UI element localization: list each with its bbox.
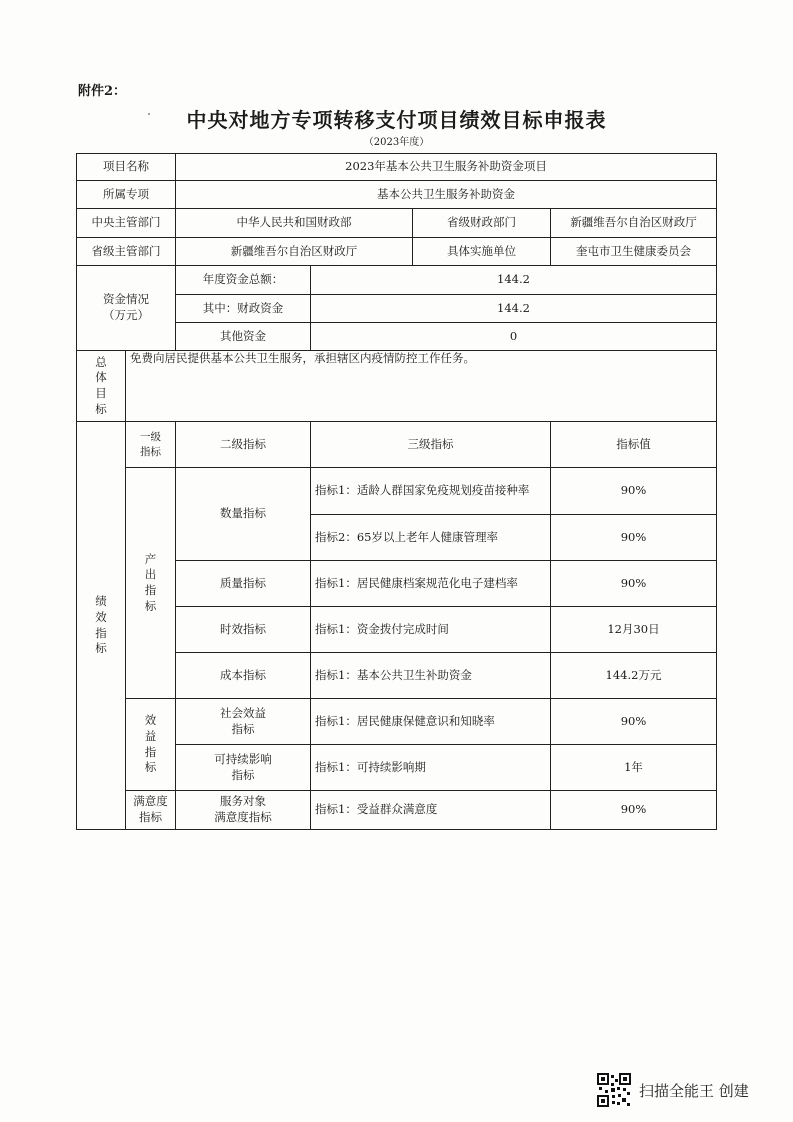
social-label-line1: 社会效益: [220, 705, 266, 720]
central-dept-value: 中华人民共和国财政部: [176, 209, 413, 238]
benefit-char-4: 标: [144, 760, 157, 775]
header-level1-line2: 指标: [140, 445, 161, 458]
output-char-3: 指: [144, 583, 157, 597]
quantity-indicator-2: 指标2：65岁以上老年人健康管理率: [311, 515, 551, 561]
quantity-label: 数量指标: [176, 468, 311, 561]
benefit-char-1: 效: [144, 713, 157, 728]
performance-char-3: 指: [95, 625, 107, 640]
page-title: 中央对地方专项转移支付项目绩效目标申报表: [186, 108, 607, 132]
output-char-4: 标: [144, 598, 157, 613]
qr-code-icon: [597, 1073, 631, 1107]
quality-value: 90%: [551, 561, 717, 607]
overall-char-4: 标: [95, 401, 107, 416]
central-dept-label: 中央主管部门: [77, 209, 176, 238]
funds-fiscal-label: 其中：财政资金: [176, 295, 311, 323]
service-label-line2: 满意度指标: [214, 810, 272, 824]
header-level1: [126, 422, 176, 468]
service-label: [176, 791, 311, 830]
output-char-2: 出: [144, 567, 157, 582]
overall-target-text: 免费向居民提供基本公共卫生服务，承担辖区内疫情防控工作任务。: [126, 351, 717, 422]
sustain-label-line1: 可持续影响: [214, 751, 272, 766]
sustain-value: 1年: [551, 745, 717, 791]
timeliness-label: 时效指标: [176, 607, 311, 653]
service-indicator: 指标1：受益群众满意度: [311, 791, 551, 830]
service-label-line1: 服务对象: [220, 794, 266, 809]
timeliness-value: 12月30日: [551, 607, 717, 653]
benefit-indicator-label: [126, 699, 176, 791]
funds-label-line2: （万元）: [103, 308, 149, 322]
quality-indicator: 指标1：居民健康档案规范化电子建档率: [311, 561, 551, 607]
social-row: [77, 699, 717, 745]
cost-indicator: 指标1：基本公共卫生补助资金: [311, 653, 551, 699]
prov-dept-row: [77, 238, 717, 266]
output-indicator-label: [126, 468, 176, 699]
output-char-1: 产: [144, 551, 157, 566]
prov-dept-value: 新疆维吾尔自治区财政厅: [176, 238, 413, 266]
sustain-label-line2: 指标: [231, 767, 255, 782]
prov-finance-label: 省级财政部门: [413, 209, 551, 238]
performance-header-row: [77, 422, 717, 468]
funds-other-value: 0: [311, 323, 717, 351]
header-level3: 三级指标: [311, 422, 551, 468]
central-dept-row: [77, 209, 717, 238]
project-name-label: 项目名称: [77, 154, 176, 181]
overall-char-3: 目: [95, 386, 107, 400]
impl-unit-label: 具体实施单位: [413, 238, 551, 266]
special-row: [77, 181, 717, 209]
prov-finance-value: 新疆维吾尔自治区财政厅: [551, 209, 717, 238]
performance-char-4: 标: [95, 641, 107, 656]
header-level2: 二级指标: [176, 422, 311, 468]
satisfaction-label-line1: 满意度: [133, 794, 168, 809]
quality-label: 质量指标: [176, 561, 311, 607]
quantity-value-2: 90%: [551, 515, 717, 561]
sustain-indicator: 指标1：可持续影响期: [311, 745, 551, 791]
benefit-char-3: 指: [144, 744, 157, 759]
special-value: 基本公共卫生服务补助资金: [176, 181, 717, 209]
funds-total-value: 144.2: [311, 266, 717, 295]
quantity-indicator-1: 指标1：适龄人群国家免疫规划疫苗接种率: [311, 468, 551, 515]
special-label: 所属专项: [77, 181, 176, 209]
social-value: 90%: [551, 699, 717, 745]
project-name-value: 2023年基本公共卫生服务补助资金项目: [176, 154, 717, 181]
performance-label: [77, 422, 126, 830]
sustain-label: [176, 745, 311, 791]
attachment-label: 附件2：: [78, 84, 127, 99]
prov-dept-label: 省级主管部门: [77, 238, 176, 266]
scanner-watermark: [597, 1073, 749, 1107]
performance-target-table: [76, 153, 717, 830]
funds-fiscal-value: 144.2: [311, 295, 717, 323]
impl-unit-value: 奎屯市卫生健康委员会: [551, 238, 717, 266]
funds-label: [77, 266, 176, 351]
overall-target-label: [77, 351, 126, 422]
performance-char-2: 效: [95, 609, 107, 624]
funds-other-label: 其他资金: [176, 323, 311, 351]
social-label: [176, 699, 311, 745]
quantity-value-1: 90%: [551, 468, 717, 515]
header-level1-line1: 一级: [140, 431, 161, 444]
funds-label-line1: 资金情况: [103, 292, 149, 307]
project-name-row: [77, 154, 717, 181]
benefit-char-2: 益: [144, 728, 157, 743]
satisfaction-label-line2: 指标: [139, 810, 162, 824]
satisfaction-indicator-label: [126, 791, 176, 830]
quantity-row-1: [77, 468, 717, 515]
service-value: 90%: [551, 791, 717, 830]
performance-char-1: 绩: [95, 594, 107, 609]
cost-label: 成本指标: [176, 653, 311, 699]
scanner-text: 扫描全能王 创建: [639, 1081, 749, 1100]
overall-target-row: [77, 351, 717, 422]
satisfaction-row: [77, 791, 717, 830]
funds-total-row: [77, 266, 717, 295]
social-indicator: 指标1：居民健康保健意识和知晓率: [311, 699, 551, 745]
timeliness-indicator: 指标1：资金拨付完成时间: [311, 607, 551, 653]
social-label-line2: 指标: [231, 721, 255, 736]
overall-char-2: 体: [95, 370, 107, 385]
year-subtitle: （2023年度）: [363, 137, 430, 148]
header-value: 指标值: [551, 422, 717, 468]
cost-value: 144.2万元: [551, 653, 717, 699]
overall-char-1: 总: [95, 354, 107, 369]
funds-total-label: 年度资金总额：: [176, 266, 311, 295]
